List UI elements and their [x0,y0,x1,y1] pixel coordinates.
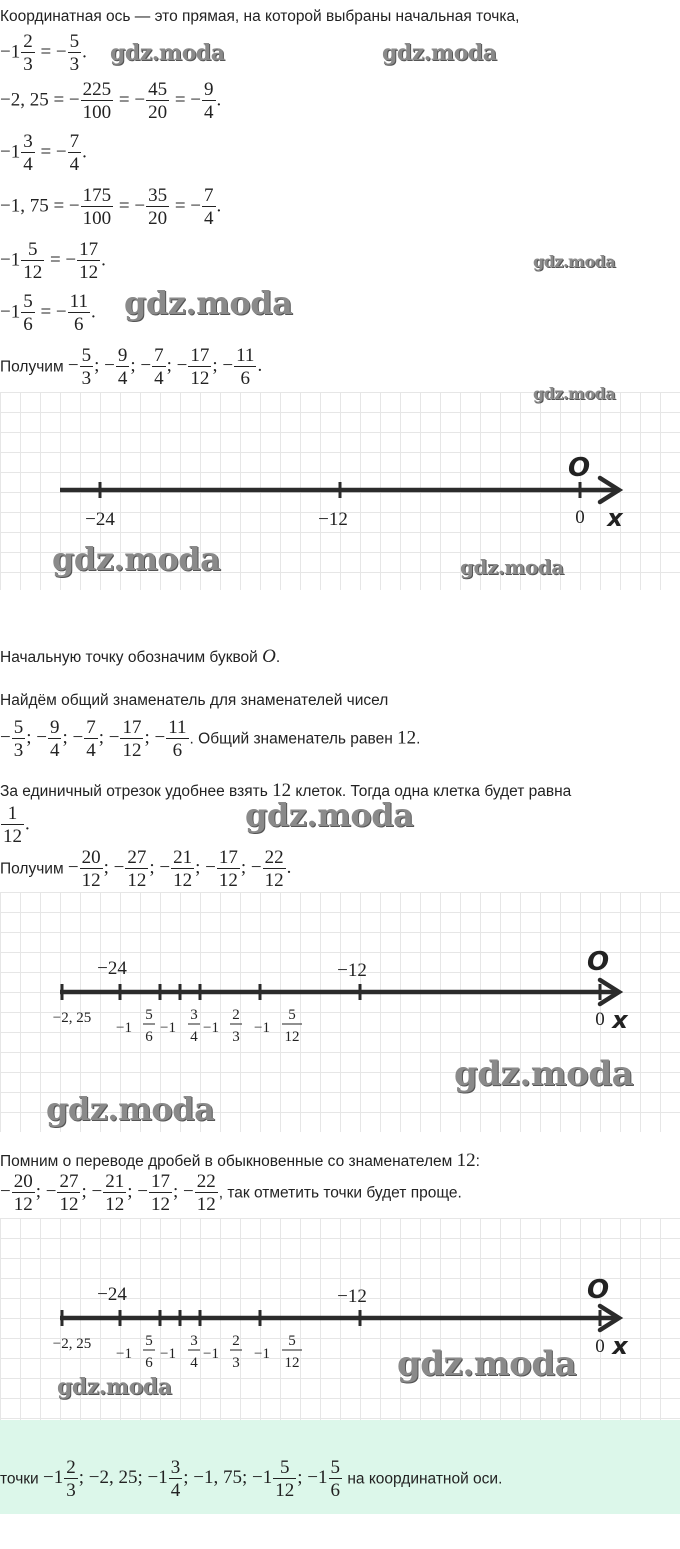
unit-text-a: За единичный отрезок удобнее взять [0,783,268,800]
origin-text: Начальную точку обозначим буквой [0,649,258,666]
svg-text:−1: −1 [203,1346,219,1362]
svg-text:3: 3 [190,1333,198,1349]
unit-fraction: $\frac{1}{12}$ . [3,803,30,847]
axis-letter: x [607,504,623,532]
svg-text:5: 5 [288,1333,296,1349]
svg-text:4: 4 [190,1355,198,1371]
watermark: gdz.moda [46,1090,215,1128]
svg-text:3: 3 [232,1029,240,1045]
svg-text:6: 6 [145,1029,153,1045]
origin-letter-text: O [262,646,276,667]
point-label-2-25: −2, 25 [52,1010,92,1026]
watermark: gdz.moda [52,540,221,578]
remember-fractions: − $\frac{20}{12}$ ; − $\frac{27}{12}$ ; − $\frac{21}{12}$ ; − $\frac{17}{12}$ ; − $\frac{22}{12}$ , так отметить точки будет проще. [0,1171,462,1215]
equation-5: −1 $\frac{5}{12}$ = − $\frac{17}{12}$ . [0,239,106,283]
svg-text:5: 5 [145,1007,153,1023]
tick-label-origin: 0 [575,507,585,528]
common-denom-value: 12 [397,727,417,749]
watermark: gdz.moda [533,384,616,403]
intro-text: Координатная ось — это прямая, на которой выбраны начальная точка, [0,8,520,25]
watermark: gdz.moda [397,1344,577,1384]
unit-text-b: клеток. Тогда одна клетка будет равна [295,783,572,800]
axis-letter: x [612,1006,628,1034]
watermark: gdz.moda [533,252,616,271]
answer-box [0,1420,680,1514]
common-denom-result: Общий знаменатель равен [198,730,393,748]
answer-line: точки −1 $\frac{2}{3}$ ; −2, 25; −1 $\frac{3}{4}$ ; −1, 75; −1 $\frac{5}{12}$ ; −1 $\frac{5}{6}$ на координатной оси. [0,1457,503,1501]
svg-text:5: 5 [288,1007,296,1023]
svg-text:12: 12 [284,1355,300,1371]
remember-sentence: Помним о переводе дробей в обыкновенные со знаменателем 12: [0,1150,480,1171]
svg-text:2: 2 [232,1007,240,1023]
svg-text:4: 4 [190,1029,198,1045]
tick-label-m24: −24 [97,958,127,979]
easier-text: , так отметить точки будет проще. [218,1184,462,1202]
equation-1: −1 $\frac{2}{3}$ = − $\frac{5}{3}$ . [0,31,87,75]
svg-text:6: 6 [145,1355,153,1371]
svg-text:−1: −1 [254,1346,270,1362]
result-line-b: Получим − $\frac{20}{12}$ ; − $\frac{27}{12}$ ; − $\frac{21}{12}$ ; − $\frac{17}{12}$ ; − $\frac{22}{12}$ . [0,847,292,891]
point-labels-mixed [116,1007,302,1045]
svg-text:−1: −1 [160,1346,176,1362]
watermark: gdz.moda [382,40,497,66]
watermark: gdz.moda [245,796,414,834]
poluchim-label: Получим [0,860,64,878]
svg-text:−1: −1 [116,1020,132,1036]
svg-text:3: 3 [232,1355,240,1371]
origin-letter: O [586,947,610,977]
svg-text:5: 5 [145,1333,153,1349]
watermark: gdz.moda [460,555,564,579]
svg-text:2: 2 [232,1333,240,1349]
origin-sentence: Начальную точку обозначим буквой O. [0,646,281,667]
equation-2: −2, 25 = − $\frac{225}{100}$ = − $\frac{45}{20}$ = − $\frac{9}{4}$ . [0,79,222,123]
equation-4: −1, 75 = − $\frac{175}{100}$ = − $\frac{35}{20}$ = − $\frac{7}{4}$ . [0,185,222,229]
svg-text:−1: −1 [116,1346,132,1362]
poluchim-label: Получим [0,358,64,376]
svg-text:−1: −1 [254,1020,270,1036]
watermark: gdz.moda [57,1374,172,1400]
equation-3: −1 $\frac{3}{4}$ = − $\frac{7}{4}$ . [0,131,87,175]
result-line-a: Получим − $\frac{5}{3}$ ; − $\frac{9}{4}$ ; − $\frac{7}{4}$ ; − $\frac{17}{12}$ ; − $\frac{11}{6}$ . [0,345,263,389]
svg-text:−1: −1 [160,1020,176,1036]
unit-sentence: За единичный отрезок удобнее взять 12 клеток. Тогда одна клетка будет равна [0,780,572,801]
tick-label-origin: 0 [595,1336,605,1357]
tick-label-m12: −12 [337,1286,367,1307]
point-label-2-25: −2, 25 [52,1336,92,1352]
svg-text:−1: −1 [203,1020,219,1036]
tick-label-m12: −12 [337,960,367,981]
watermark: gdz.moda [454,1054,634,1094]
common-denom-line: − $\frac{5}{3}$ ; − $\frac{9}{4}$ ; − $\frac{7}{4}$ ; − $\frac{17}{12}$ ; − $\frac{11}{6}$ . Общий знаменатель равен 12. [0,717,421,761]
tick-label-m24: −24 [97,1284,127,1305]
equation-6: −1 $\frac{5}{6}$ = − $\frac{11}{6}$ . [0,291,96,335]
common-denom-text: Найдём общий знаменатель для знаменателей чисел [0,692,389,709]
svg-text:3: 3 [190,1007,198,1023]
axis-letter: x [612,1332,628,1360]
origin-letter: O [586,1275,610,1305]
tick-label-m24: −24 [85,509,115,530]
tick-label-m12: −12 [318,509,348,530]
answer-suffix: на координатной оси. [347,1470,503,1488]
point-labels-mixed [116,1333,302,1371]
watermark: gdz.moda [110,40,225,66]
svg-text:12: 12 [284,1029,300,1045]
origin-letter: O [567,453,591,483]
tick-label-origin: 0 [595,1009,605,1030]
answer-prefix: точки [0,1470,39,1488]
remember-text: Помним о переводе дробей в обыкновенные со знаменателем [0,1153,453,1170]
watermark: gdz.moda [124,284,293,322]
